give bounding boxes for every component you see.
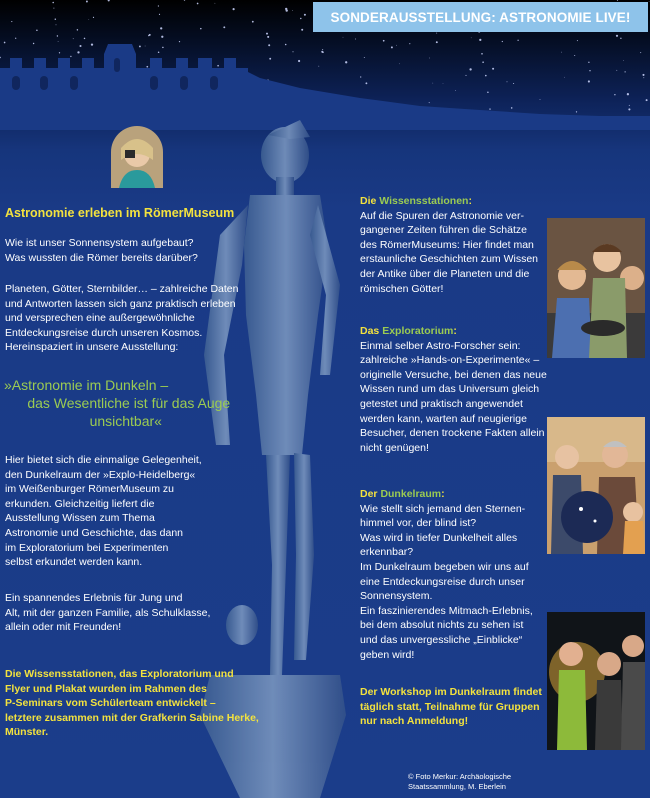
star-dot [365,82,367,84]
text-line: Wissen rund um das Universum gleich [360,383,540,396]
quote-line: »Astronomie im Dunkeln – [4,377,169,393]
heading-suffix: : [441,488,445,500]
star-dot [343,37,344,38]
photo-credit [408,772,511,792]
body-paragraph-1 [5,453,202,570]
text-line: Besucher, denen trockene Fakten allein [360,427,545,440]
text-line: und Antworten lassen sich ganz praktisch erleben [5,297,236,310]
star-dot [148,35,149,36]
star-dot [577,40,578,41]
star-dot [628,108,630,110]
star-dot [487,92,489,94]
star-dot [489,108,490,109]
star-dot [627,93,629,95]
text-line: Astronomie und Geschichte, das dann [5,526,184,539]
heading-highlight: Dunkelraum [380,488,442,500]
text-line: originelle Versuche, bei denen das neue [360,368,547,381]
star-dot [576,111,577,112]
text-line: erkennbar? [360,546,414,559]
heading-suffix: : [453,325,457,337]
text-line: Entdeckungsreise durch unseren Kosmos. [5,326,203,339]
star-dot [617,0,618,1]
star-dot [79,45,81,47]
star-dot [318,66,319,67]
star-dot [479,39,481,41]
star-dot [492,68,494,70]
text-line: Hereinspaziert in unsere Ausstellung: [5,341,179,354]
star-dot [540,99,541,100]
star-dot [59,52,60,53]
star-dot [301,29,303,31]
star-dot [485,75,487,77]
text-line: letztere zusammen mit der Grafkerin Sabine Herke, [5,711,259,724]
star-dot [481,53,483,55]
star-dot [564,77,565,78]
text-line: Ein faszinierendes Mitmach-Erlebnis, [360,604,533,617]
main-heading: Astronomie erleben im RömerMuseum [5,206,235,220]
text-line: allein oder mit Freunden! [5,621,122,634]
text-line: Was wird in tiefer Dunkelheit alles [360,531,518,544]
star-dot [304,14,306,16]
star-dot [146,66,148,68]
star-dot [266,33,268,35]
star-dot [623,60,624,61]
star-dot [162,47,164,49]
star-dot [161,36,163,38]
star-dot [4,42,6,44]
star-dot [364,57,365,58]
star-dot [432,83,433,84]
text-line: erstaunliche Geschichten zum Wissen [360,253,538,266]
star-dot [322,49,323,50]
section-dunkelraum [360,487,550,662]
star-dot [345,61,347,63]
star-dot [429,58,430,59]
star-dot [215,3,216,4]
star-dot [15,38,16,39]
star-dot [268,44,270,46]
star-dot [643,77,644,78]
star-dot [36,30,38,32]
star-dot [200,28,202,30]
intro-paragraph [5,282,238,355]
star-dot [160,27,162,29]
star-dot [292,51,293,52]
text-line: Münster. [5,726,49,739]
star-dot [11,21,12,22]
star-dot [158,52,160,54]
text-line: zahlreiche »Hands-on-Experimente« – [360,354,540,367]
body-paragraph-2 [5,591,210,635]
star-dot [502,41,503,42]
text-line: erkunden. Gleichzeitig liefert die [5,497,155,510]
section-exploratorium [360,324,550,455]
text-line: himmel vor, der blind ist? [360,517,477,530]
star-dot [57,35,58,36]
star-dot [614,94,615,95]
star-dot [184,0,185,1]
text-line: den Dunkelraum der »Explo-Heidelberg« [5,468,196,481]
text-line: nur nach Anmeldung! [360,715,469,728]
text-line: Hier bietet sich die einmalige Gelegenheit, [5,454,202,466]
text-line: des RömerMuseums: Hier findet man [360,238,534,251]
star-dot [179,41,180,42]
text-line: Ein spannendes Erlebnis für Jung und [5,592,183,604]
star-dot [469,68,471,70]
text-line: werden kann, warten auf neugierige [360,412,527,425]
text-line: Einmal selber Astro-Forscher sein: [360,339,521,352]
star-dot [217,65,219,67]
intro-questions [5,236,198,265]
heading-prefix: Die [360,195,380,207]
credit-line: © Foto Merkur: Archäologische [408,772,512,781]
text-line: römischen Götter! [360,282,444,295]
star-dot [561,52,562,53]
star-dot [360,76,361,77]
star-dot [396,45,397,46]
text-line: im Exploratorium bei Experimenten [5,541,169,554]
banner-title: SONDERAUSSTELLUNG: ASTRONOMIE LIVE! [330,9,631,25]
text-line: selbst erkundet werden kann. [5,556,143,569]
intro-question-line: Wie ist unser Sonnensystem aufgebaut? [5,237,194,249]
star-dot [52,2,54,4]
star-dot [223,26,225,28]
workshop-note [360,685,550,729]
text-line: Im Dunkelraum begeben wir uns auf [360,560,529,573]
star-dot [322,52,324,54]
text-line: und versprechen eine außergewöhnliche [5,312,195,325]
text-line: Wie stellt sich jemand den Sternen- [360,502,526,515]
star-dot [482,61,484,63]
star-dot [84,38,86,40]
star-dot [73,38,74,39]
star-dot [649,1,650,2]
star-dot [89,19,90,20]
star-dot [252,21,254,23]
text-line: und das unvergessliche „Einblicke“ [360,633,523,646]
star-dot [383,40,385,42]
star-dot [159,14,160,15]
heading-prefix: Das [360,325,383,337]
man-with-globe-photo [547,417,645,554]
star-dot [285,44,287,46]
text-line: Die Wissensstationen, das Exploratorium und [5,668,234,680]
section-heading [360,487,550,502]
star-dot [629,105,630,106]
star-dot [77,29,78,30]
star-dot [642,74,644,76]
star-dot [640,52,641,53]
star-dot [56,24,57,25]
text-line: getestet und praktisch angewendet [360,397,523,410]
text-line: Sonnensystem. [360,590,433,603]
star-dot [620,38,621,39]
star-dot [616,70,617,71]
heading-highlight: Wissensstationen [379,195,469,207]
text-line: im Weißenburger RömerMuseum zu [5,483,175,496]
star-dot [86,1,88,3]
section-heading [360,324,550,339]
heading-suffix: : [468,195,472,207]
star-dot [285,8,287,10]
star-dot [139,45,141,47]
star-dot [267,36,269,38]
star-dot [55,18,56,19]
star-dot [471,37,472,38]
text-line: eine Entdeckungsreise durch unser [360,575,525,588]
star-dot [91,43,93,45]
star-dot [269,58,271,60]
text-line: nicht genügen! [360,441,429,454]
star-dot [70,56,71,57]
children-dark-room-photo [547,612,645,750]
star-dot [625,71,626,72]
text-line: bei dem absolut nichts zu sehen ist [360,619,524,632]
star-dot [616,35,618,37]
star-dot [93,17,94,18]
heading-prefix: Der [360,488,381,500]
text-line: Alt, mit der ganzen Familie, als Schulklasse, [5,606,211,619]
text-line: P-Seminars vom Schülerteam entwickelt – [5,697,216,710]
star-dot [355,39,356,40]
star-dot [429,102,430,103]
star-dot [588,62,589,63]
seminar-note [5,667,259,740]
star-dot [298,60,300,62]
star-dot [588,80,590,82]
star-dot [158,5,159,6]
astronomer-portrait-image [111,126,163,188]
exhibition-banner [313,2,648,32]
star-dot [0,57,1,58]
quote-line: unsichtbar« [4,413,162,429]
star-dot [33,43,34,44]
star-dot [465,75,466,76]
credit-line: Staatssammlung, M. Eberlein [408,782,506,791]
text-line: Auf die Spuren der Astronomie ver- [360,209,525,222]
text-line: Ausstellung Wissen zum Thema [5,512,155,525]
star-dot [517,40,518,41]
text-line: Planeten, Götter, Sternbilder… – zahlreiche Daten [5,283,239,295]
section-wissensstationen [360,194,550,296]
star-dot [646,99,648,101]
intro-question-line: Was wussten die Römer bereits darüber? [5,251,198,264]
star-dot [77,51,79,53]
text-line: der Antike über die Planeten und die [360,267,530,280]
star-dot [300,18,301,19]
text-line: Der Workshop im Dunkelraum findet [360,686,542,698]
star-dot [507,81,508,82]
star-dot [574,55,575,56]
star-dot [589,70,590,71]
star-dot [53,8,54,9]
star-dot [455,90,456,91]
star-dot [436,33,437,34]
text-line: täglich statt, Teilnahme für Gruppen [360,700,540,713]
star-dot [513,83,514,84]
star-dot [145,46,146,47]
quote-block [4,376,254,430]
heading-highlight: Exploratorium [382,325,454,337]
star-dot [197,3,199,5]
children-at-display-case-photo [547,218,645,358]
text-line: geben wird! [360,648,415,661]
text-line: Flyer und Plakat wurden im Rahmen des [5,682,207,695]
star-dot [443,83,444,84]
star-dot [292,10,293,11]
star-dot [108,0,110,1]
star-dot [58,41,59,42]
star-dot [511,107,513,109]
star-dot [233,8,235,10]
star-dot [409,43,410,44]
quote-line: das Wesentliche ist für das Auge [4,395,231,411]
star-dot [436,41,438,43]
text-line: gangener Zeiten führen die Schätze [360,224,527,237]
section-heading [360,194,550,209]
star-dot [391,46,393,48]
star-dot [399,63,400,64]
